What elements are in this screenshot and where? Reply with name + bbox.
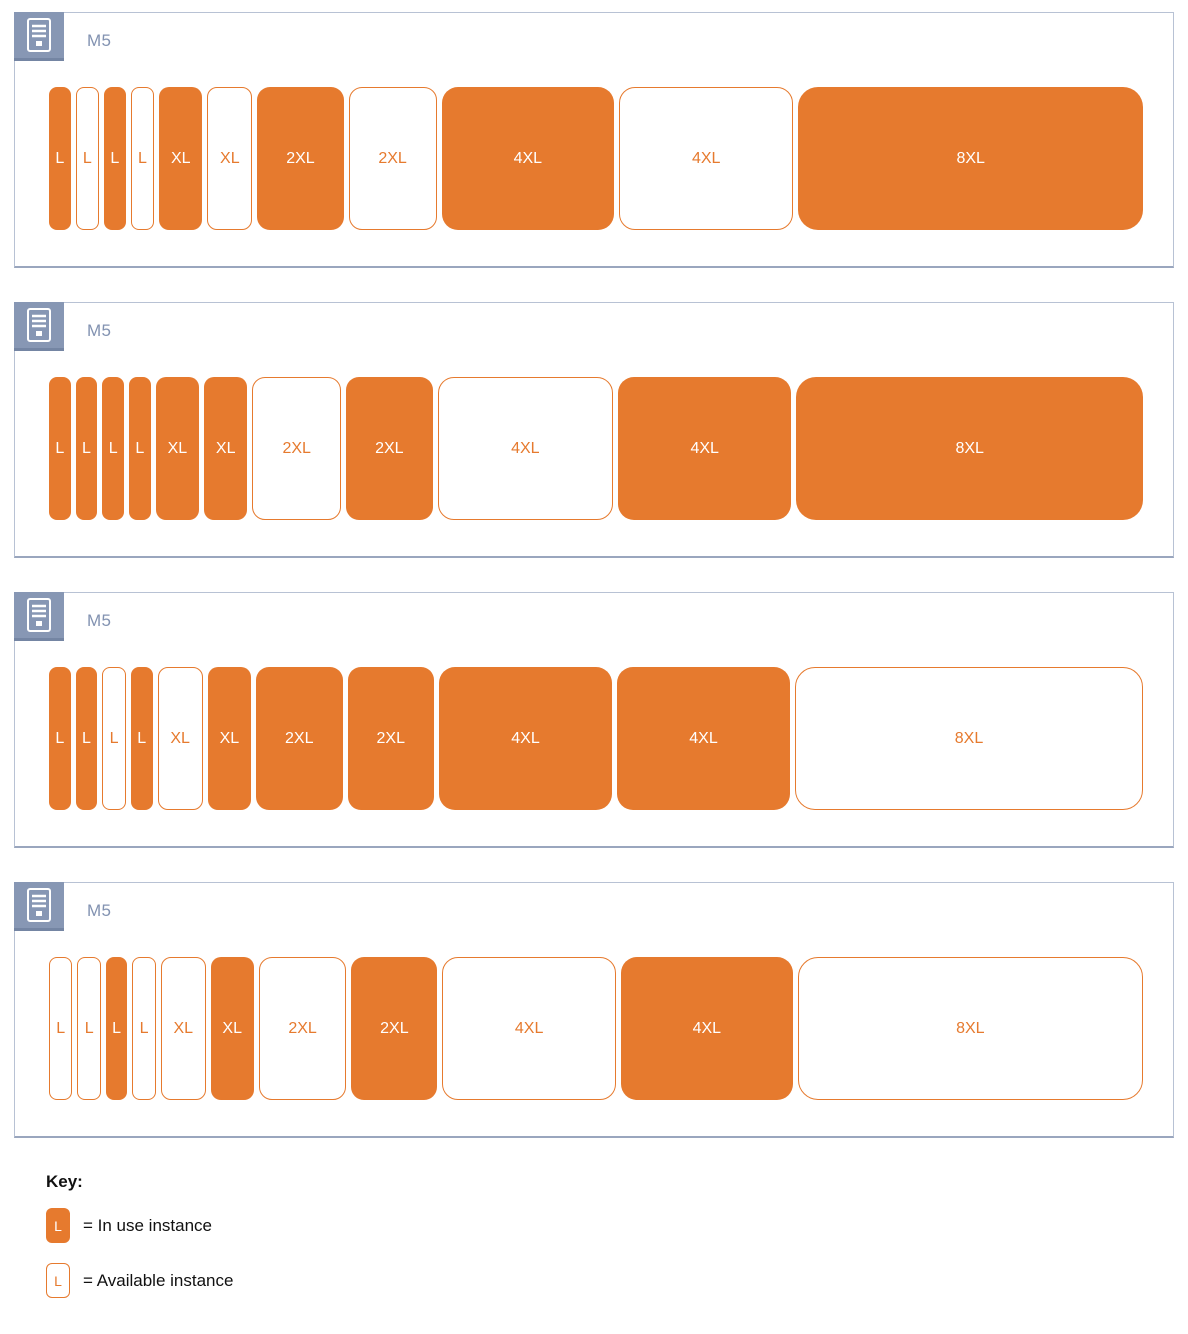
instance-block-l-in-use: L [49,667,71,810]
instance-block-l-in-use: L [102,377,124,520]
instance-block-4xl-in-use: 4XL [621,957,793,1100]
instance-block-2xl-available: 2XL [349,87,437,230]
panel-title: M5 [87,901,112,920]
instance-row [49,957,1143,1100]
in-use-swatch: L [46,1208,70,1243]
available-swatch: L [46,1263,70,1298]
instance-block-l-available: L [102,667,126,810]
instance-panel [14,302,1174,558]
instance-block-l-in-use: L [129,377,151,520]
instance-block-l-available: L [76,87,100,230]
server-icon [14,302,64,351]
instance-block-l-in-use: L [76,667,98,810]
panel-title: M5 [87,321,112,340]
instance-block-xl-in-use: XL [159,87,202,230]
instance-block-4xl-in-use: 4XL [617,667,790,810]
instance-block-l-available: L [132,957,155,1100]
instance-block-2xl-available: 2XL [252,377,341,520]
instance-block-2xl-in-use: 2XL [351,957,437,1100]
server-icon [14,882,64,931]
instance-block-xl-in-use: XL [208,667,251,810]
instance-block-2xl-in-use: 2XL [256,667,343,810]
key-item-available [46,1263,1188,1298]
instance-block-xl-in-use: XL [156,377,199,520]
instance-block-2xl-in-use: 2XL [257,87,343,230]
instance-block-l-available: L [77,957,100,1100]
instance-panel [14,592,1174,848]
server-icon [14,592,64,641]
instance-row [49,667,1143,810]
key-heading: Key: [46,1172,83,1191]
instance-panel [14,12,1174,268]
server-icon [14,12,64,61]
key-item-in-use-text: = In use instance [83,1215,213,1235]
instance-block-xl-in-use: XL [211,957,254,1100]
instance-block-4xl-available: 4XL [438,377,613,520]
instance-block-l-in-use: L [49,87,71,230]
instance-panel [14,882,1174,1138]
instance-block-xl-available: XL [161,957,206,1100]
instance-block-xl-available: XL [158,667,203,810]
key-item-available-text: = Available instance [83,1270,234,1290]
instance-block-l-in-use: L [104,87,126,230]
instance-block-l-available: L [49,957,72,1100]
instance-block-8xl-in-use: 8XL [796,377,1143,520]
instance-block-2xl-in-use: 2XL [348,667,435,810]
panel-title: M5 [87,611,112,630]
instance-block-4xl-available: 4XL [619,87,793,230]
instance-block-xl-in-use: XL [204,377,247,520]
instance-row [49,377,1143,520]
instance-row [49,87,1143,230]
instance-block-4xl-available: 4XL [442,957,616,1100]
instance-block-2xl-available: 2XL [259,957,347,1100]
panel-title: M5 [87,31,112,50]
instance-block-4xl-in-use: 4XL [442,87,614,230]
instance-block-l-in-use: L [76,377,98,520]
instance-block-8xl-in-use: 8XL [798,87,1143,230]
instance-block-l-available: L [131,87,155,230]
key-item-in-use [46,1208,1188,1243]
instance-block-4xl-in-use: 4XL [439,667,612,810]
instance-block-4xl-in-use: 4XL [618,377,791,520]
instance-block-2xl-in-use: 2XL [346,377,433,520]
instance-block-8xl-available: 8XL [798,957,1143,1100]
instance-block-xl-available: XL [207,87,252,230]
instance-block-l-in-use: L [131,667,153,810]
instance-block-8xl-available: 8XL [795,667,1143,810]
instance-block-l-in-use: L [106,957,127,1100]
instance-block-l-in-use: L [49,377,71,520]
key [46,1172,1188,1334]
